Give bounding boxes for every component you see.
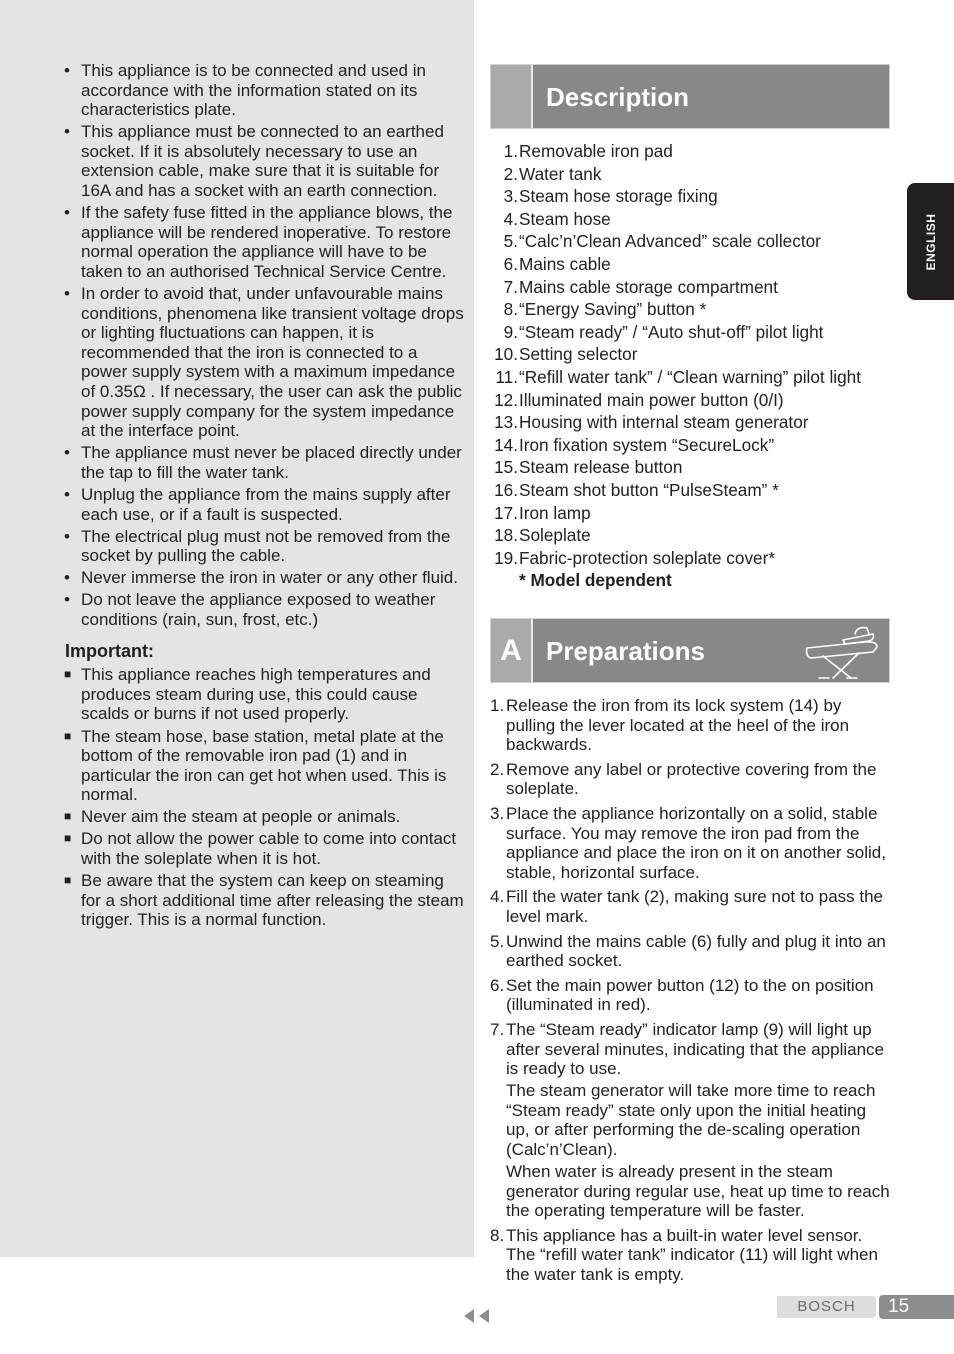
list-item: 7. The “Steam ready” indicator lamp (9) will light up after several minutes, indicating that the appliance is ready to use. The steam generator will take more time to reach “Steam ready” state only upon the initial heating up, or after performing the de-scaling operation (Calc’n’Clean). When water is already present in the steam generator during regular use, heat up time to reach the operating temperature will be faster.	[490, 1019, 890, 1221]
important-list	[60, 665, 464, 930]
list-item: 18. Soleplate	[494, 525, 591, 546]
list-item: 1. Removable iron pad	[503, 141, 673, 161]
list-item: 4. Fill the water tank (2), making sure not to pass the level mark.	[490, 887, 884, 926]
list-item: 16. Steam shot button “PulseSteam” *	[494, 479, 779, 500]
list-item: • This appliance is to be connected and used in accordance with the information stated on its characteristics plate.	[64, 61, 426, 120]
list-item: 3. Place the appliance horizontally on a solid, stable surface. You may remove the iron pad from the appliance and place the iron on it on another solid, stable, horizontal surface.	[490, 803, 886, 882]
list-item: • Unplug the appliance from the mains supply after each use, or if a fault is suspected.	[64, 484, 451, 524]
list-item: 19. Fabric-protection soleplate cover*	[494, 547, 776, 568]
back-arrows-icon[interactable]	[463, 1308, 491, 1324]
list-item: 1. Release the iron from its lock system (14) by pulling the lever located at the heel of the iron backwards.	[490, 696, 850, 755]
safety-column	[60, 61, 464, 932]
list-item: 3. Steam hose storage fixing	[503, 186, 718, 207]
list-item: • If the safety fuse fitted in the appliance blows, the appliance will be rendered inoperative. To restore normal operation the appliance will have to be taken to an authorised Technical Service Centre.	[64, 203, 453, 281]
list-item: ■ Be aware that the system can keep on steaming for a short additional time after releasing the steam trigger. This is a normal function.	[64, 871, 464, 930]
important-heading: Important:	[65, 640, 154, 661]
language-tab-label: ENGLISH	[923, 213, 938, 270]
list-item: 17. Iron lamp	[494, 502, 591, 523]
list-item: 11. “Refill water tank” / “Clean warning” pilot light	[495, 366, 861, 387]
section-letter: A	[491, 619, 533, 682]
page-number: 15	[879, 1295, 954, 1319]
list-item: ■ This appliance reaches high temperatures and produces steam during use, this could cause scalds or burns if not used properly.	[64, 665, 431, 724]
list-item: 7. Mains cable storage compartment	[503, 276, 778, 297]
list-item: 5. Unwind the mains cable (6) fully and plug it into an earthed socket.	[490, 931, 886, 971]
list-item: • This appliance must be connected to an earthed socket. If it is absolutely necessary to use an extension cable, make sure that it is suitable for 16A and has a socket with an earth connection.	[64, 122, 444, 201]
preparations-title: Preparations	[546, 636, 705, 666]
preparations-header	[490, 618, 890, 683]
list-item: 14. Iron fixation system “SecureLock”	[494, 434, 775, 455]
language-tab	[907, 183, 954, 300]
list-item: 15. Steam release button	[494, 457, 683, 478]
list-item: 13. Housing with internal steam generator	[494, 412, 809, 433]
list-item: 2. Water tank	[503, 163, 602, 184]
list-item: • The appliance must never be placed directly under the tap to fill the water tank.	[64, 443, 462, 482]
list-item: 2. Remove any label or protective covering from the soleplate.	[490, 759, 877, 799]
list-item: • Do not leave the appliance exposed to weather conditions (rain, sun, frost, etc.)	[64, 590, 436, 630]
ironing-board-icon	[803, 622, 881, 680]
model-dependent-note: * Model dependent	[519, 570, 672, 591]
list-item: • In order to avoid that, under unfavourable mains conditions, phenomena like transient voltage drops or lighting fluctuations can happen, it is recommended that the iron is connected to a power supply system with a maximum impedance of 0.35Ω . If necessary, the user can ask the public power supply company for the system impedance at the interface point.	[64, 284, 464, 441]
preparations-list	[490, 696, 890, 1290]
list-item: 8. “Energy Saving” button *	[503, 299, 707, 320]
list-item: 5. “Calc’n’Clean Advanced” scale collector	[503, 231, 821, 252]
list-item: 4. Steam hose	[503, 208, 611, 229]
list-item: 6. Mains cable	[503, 253, 611, 274]
list-item: ■ Never aim the steam at people or animals.	[64, 807, 401, 827]
list-item: 10. Setting selector	[494, 344, 638, 365]
description-header	[490, 64, 890, 129]
list-item: • The electrical plug must not be removed from the socket by pulling the cable.	[64, 526, 451, 566]
list-item: ■ Do not allow the power cable to come into contact with the soleplate when it is hot.	[64, 829, 457, 869]
footer-brand: BOSCH	[777, 1296, 876, 1318]
safety-list	[60, 61, 464, 630]
description-header-tab	[491, 65, 533, 128]
description-list	[490, 140, 900, 592]
list-item: 12. Illuminated main power button (0/I)	[494, 389, 784, 410]
list-item: 9. “Steam ready” / “Auto shut-off” pilot light	[503, 321, 824, 342]
list-item: 6. Set the main power button (12) to the on position (illuminated in red).	[490, 975, 874, 1015]
list-item: ■ The steam hose, base station, metal plate at the bottom of the removable iron pad (1) and in particular the iron can get hot when used. This is normal.	[64, 726, 447, 805]
list-item: 8. This appliance has a built-in water level sensor. The “refill water tank” indicator (11) will light when the water tank is empty.	[490, 1225, 878, 1285]
description-title: Description	[546, 82, 690, 112]
list-item: • Never immerse the iron in water or any other fluid.	[64, 568, 458, 588]
